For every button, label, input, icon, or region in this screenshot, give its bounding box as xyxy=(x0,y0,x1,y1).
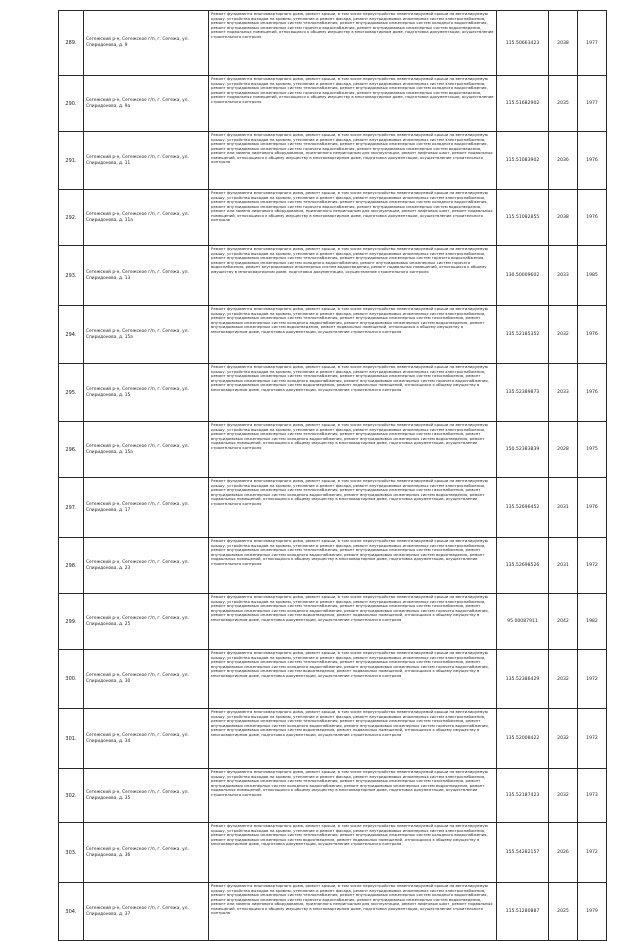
cost-cell: 135.52386429 xyxy=(497,650,549,709)
build-year-cell: 1985 xyxy=(578,246,607,306)
build-year-cell: 1972 xyxy=(578,709,607,769)
address-cell: Сегежский р-н, Сегежское г/п, г. Сегежа, ул. Спиридонова, д. 34 xyxy=(84,709,209,769)
capital-repair-table xyxy=(58,10,607,941)
build-year-cell: 1977 xyxy=(578,76,607,132)
row-number-cell: 296. xyxy=(59,422,84,478)
cost-cell: 135.52187423 xyxy=(497,769,549,823)
row-number-cell: 298. xyxy=(59,538,84,594)
row-number-cell: 297. xyxy=(59,478,84,538)
cost-cell: 115.50663423 xyxy=(497,11,549,76)
table-row xyxy=(59,422,607,478)
cost-cell: 135.52389873 xyxy=(497,364,549,422)
table-row xyxy=(59,306,607,364)
works-list-cell: Ремонт фундамента многоквартирного дома, ремонт крыши, в том числе переустройство невентилируемой крыши на вентилируемую крышу, устройство выходов на кровлю, утепление и ремонт фасада, ремонт внутридомовых инженерных систем электроснабжения, ремонт внутридомовых инженерных систем теплоснабжения, ремонт внутридомовых инженерных систем газоснабжения, ремонт внутридомовых инженерных систем холодного водоснабжения, ремонт внутридомовых инженерных систем водоотведения, ремонт подвальных помещений, относящихся к общему имуществу в многоквартирном доме, подготовка документации, осуществление строительного контроля xyxy=(209,478,497,538)
works-list-cell: Ремонт фундамента многоквартирного дома, ремонт крыши, в том числе переустройство невентилируемой крыши на вентилируемую крышу, устройство выходов на кровлю, утепление и ремонт фасада, ремонт внутридомовых инженерных систем электроснабжения, ремонт внутридомовых инженерных систем теплоснабжения, ремонт внутридомовых инженерных систем газоснабжения, ремонт внутридомовых инженерных систем холодного водоснабжения, ремонт внутридомовых инженерных систем водоотведения, ремонт подвальных помещений, относящихся к общему имуществу в многоквартирном доме, подготовка документации, осуществление строительного контроля xyxy=(209,769,497,823)
address-cell: Сегежский р-н, Сегежское г/п, г. Сегежа, ул. Спиридонова, д. 35 xyxy=(84,769,209,823)
address-cell: Сегежский р-н, Сегежское г/п, г. Сегежа, ул. Спиридонова, д. 36 xyxy=(84,823,209,883)
build-year-cell: 1979 xyxy=(578,883,607,941)
cost-cell: 115.51280887 xyxy=(497,883,549,941)
works-list-cell: Ремонт фундамента многоквартирного дома, ремонт крыши, в том числе переустройство невентилируемой крыши на вентилируемую крышу, устройство выходов на кровлю, утепление и ремонт фасада, ремонт внутридомовых инженерных систем электроснабжения, ремонт внутридомовых инженерных систем теплоснабжения, ремонт внутридомовых инженерных систем холодного водоснабжения, ремонт внутридомовых инженерных систем водоотведения, ремонт подвальных помещений, относящихся к общему имуществу в многоквартирном доме, подготовка документации, осуществление строительного контроля xyxy=(209,823,497,883)
table-row xyxy=(59,538,607,594)
planned-year-cell: 2031 xyxy=(549,478,578,538)
cost-cell: 150.52383839 xyxy=(497,422,549,478)
cost-cell: 155.54282157 xyxy=(497,823,549,883)
build-year-cell: 1972 xyxy=(578,823,607,883)
planned-year-cell: 2031 xyxy=(549,538,578,594)
planned-year-cell: 2036 xyxy=(549,132,578,190)
table-row xyxy=(59,478,607,538)
row-number-cell: 294. xyxy=(59,306,84,364)
document-page xyxy=(58,10,606,941)
works-list-cell: Ремонт фундамента многоквартирного дома, ремонт крыши, в том числе переустройство невентилируемой крыши на вентилируемую крышу, устройство выходов на кровлю, утепление и ремонт фасада, ремонт внутридомовых инженерных систем электроснабжения, ремонт внутридомовых инженерных систем теплоснабжения, ремонт внутридомовых инженерных систем холодного водоснабжения, ремонт внутридомовых инженерных систем горячего водоснабжения, ремонт внутридомовых инженерных систем водоотведения, ремонт или замена лифтового оборудования, признанного непригодным для эксплуатации, ремонт лифтовых шахт, ремонт подвальных помещений, относящихся к общему имуществу в многоквартирном доме, подготовка документации, осуществление строительного контроля xyxy=(209,190,497,246)
cost-cell: 135.52696452 xyxy=(497,478,549,538)
planned-year-cell: 2032 xyxy=(549,306,578,364)
planned-year-cell: 2038 xyxy=(549,190,578,246)
planned-year-cell: 2033 xyxy=(549,364,578,422)
row-number-cell: 303. xyxy=(59,823,84,883)
table-body xyxy=(59,11,607,941)
planned-year-cell: 2033 xyxy=(549,246,578,306)
works-list-cell: Ремонт фундамента многоквартирного дома, ремонт крыши, в том числе переустройство невентилируемой крыши на вентилируемую крышу, устройство выходов на кровлю, утепление и ремонт фасада, ремонт внутридомовых инженерных систем электроснабжения, ремонт внутридомовых инженерных систем теплоснабжения, ремонт внутридомовых инженерных систем холодного водоснабжения, ремонт внутридомовых инженерных систем горячего водоснабжения, ремонт внутридомовых инженерных систем водоотведения, ремонт или замена лифтового оборудования, признанного непригодным для эксплуатации, ремонт лифтовых шахт, ремонт подвальных помещений, относящихся к общему имуществу в многоквартирном доме, подготовка документации, осуществление строительного контроля xyxy=(209,132,497,190)
works-list-cell: Ремонт фундамента многоквартирного дома, ремонт крыши, в том числе переустройство невентилируемой крыши на вентилируемую крышу, устройство выходов на кровлю, утепление и ремонт фасада, ремонт внутридомовых инженерных систем электроснабжения, ремонт внутридомовых инженерных систем теплоснабжения, ремонт внутридомовых инженерных систем газоснабжения, ремонт внутридомовых инженерных систем холодного водоснабжения, ремонт внутридомовых инженерных систем водоотведения, ремонт подвальных помещений, относящихся к общему имуществу в многоквартирном доме, подготовка документации, осуществление строительного контроля xyxy=(209,422,497,478)
row-number-cell: 293. xyxy=(59,246,84,306)
table-row xyxy=(59,650,607,709)
planned-year-cell: 2035 xyxy=(549,76,578,132)
row-number-cell: 301. xyxy=(59,709,84,769)
table-row xyxy=(59,823,607,883)
build-year-cell: 1973 xyxy=(578,769,607,823)
address-cell: Сегежский р-н, Сегежское г/п, г. Сегежа, ул. Спиридонова, д. 30 xyxy=(84,650,209,709)
address-cell: Сегежский р-н, Сегежское г/п, г. Сегежа, ул. Спиридонова, д. 23 xyxy=(84,538,209,594)
table-row xyxy=(59,246,607,306)
build-year-cell: 1976 xyxy=(578,190,607,246)
table-row xyxy=(59,190,607,246)
table-row xyxy=(59,769,607,823)
cost-cell: 115.51682902 xyxy=(497,76,549,132)
planned-year-cell: 2026 xyxy=(549,823,578,883)
works-list-cell: Ремонт фундамента многоквартирного дома, ремонт крыши, в том числе переустройство невентилируемой крыши на вентилируемую крышу, устройство выходов на кровлю, утепление и ремонт фасада, ремонт внутридомовых инженерных систем электроснабжения, ремонт внутридомовых инженерных систем теплоснабжения, ремонт внутридомовых инженерных систем горячего водоснабжения, ремонт внутридомовых инженерных систем холодного водоснабжения, ремонт внутридомовых инженерных систем горячего водоснабжения, ремонт внутридомовых инженерных систем водоотведения, ремонт подвальных помещений, относящихся к общему имуществу в многоквартирном доме, подготовка документации, осуществление строительного контроля xyxy=(209,246,497,306)
works-list-cell: Ремонт фундамента многоквартирного дома, ремонт крыши, в том числе переустройство невентилируемой крыши на вентилируемую крышу, устройство выходов на кровлю, утепление и ремонт фасада, ремонт внутридомовых инженерных систем электроснабжения, ремонт внутридомовых инженерных систем теплоснабжения, ремонт внутридомовых инженерных систем холодного водоснабжения, ремонт внутридомовых инженерных систем горячего водоснабжения, ремонт внутридомовых инженерных систем водоотведения, ремонт подвальных помещений, относящихся к общему имуществу в многоквартирном доме, подготовка документации, осуществление строительного контроля xyxy=(209,11,497,76)
build-year-cell: 1976 xyxy=(578,306,607,364)
row-number-cell: 290. xyxy=(59,76,84,132)
planned-year-cell: 2032 xyxy=(549,709,578,769)
build-year-cell: 1975 xyxy=(578,422,607,478)
build-year-cell: 1972 xyxy=(578,538,607,594)
works-list-cell: Ремонт фундамента многоквартирного дома, ремонт крыши, в том числе переустройство невентилируемой крыши на вентилируемую крышу, устройство выходов на кровлю, утепление и ремонт фасада, ремонт внутридомовых инженерных систем электроснабжения, ремонт внутридомовых инженерных систем теплоснабжения, ремонт внутридомовых инженерных систем газоснабжения, ремонт внутридомовых инженерных систем холодного водоснабжения, ремонт внутридомовых инженерных систем горячего водоснабжения, ремонт внутридомовых инженерных систем водоотведения, ремонт подвальных помещений, относящихся к общему имуществу в многоквартирном доме, подготовка документации, осуществление строительного контроля xyxy=(209,594,497,650)
works-list-cell: Ремонт фундамента многоквартирного дома, ремонт крыши, в том числе переустройство невентилируемой крыши на вентилируемую крышу, устройство выходов на кровлю, утепление и ремонт фасада, ремонт внутридомовых инженерных систем электроснабжения, ремонт внутридомовых инженерных систем теплоснабжения, ремонт внутридомовых инженерных систем газоснабжения, ремонт внутридомовых инженерных систем холодного водоснабжения, ремонт внутридомовых инженерных систем горячего водоснабжения, ремонт внутридомовых инженерных систем водоотведения, ремонт подвальных помещений, относящихся к общему имуществу в многоквартирном доме, подготовка документации, осуществление строительного контроля xyxy=(209,650,497,709)
address-cell: Сегежский р-н, Сегежское г/п, г. Сегежа, ул. Спиридонова, д. 17 xyxy=(84,478,209,538)
works-list-cell: Ремонт фундамента многоквартирного дома, ремонт крыши, в том числе переустройство невентилируемой крыши на вентилируемую крышу, устройство выходов на кровлю, утепление и ремонт фасада, ремонт внутридомовых инженерных систем электроснабжения, ремонт внутридомовых инженерных систем теплоснабжения, ремонт внутридомовых инженерных систем холодного водоснабжения, ремонт внутридомовых инженерных систем горячего водоснабжения, ремонт внутридомовых инженерных систем водоотведения, ремонт или замена лифтового оборудования, признанного непригодным для эксплуатации, ремонт лифтовых шахт, ремонт подвальных помещений, относящихся к общему имуществу в многоквартирном доме, подготовка документации, осуществление строительного контроля xyxy=(209,883,497,941)
table-row xyxy=(59,709,607,769)
row-number-cell: 289. xyxy=(59,11,84,76)
row-number-cell: 300. xyxy=(59,650,84,709)
build-year-cell: 1976 xyxy=(578,132,607,190)
row-number-cell: 295. xyxy=(59,364,84,422)
planned-year-cell: 2025 xyxy=(549,883,578,941)
build-year-cell: 1976 xyxy=(578,364,607,422)
table-row xyxy=(59,364,607,422)
cost-cell: 115.51082855 xyxy=(497,190,549,246)
planned-year-cell: 2032 xyxy=(549,650,578,709)
build-year-cell: 1977 xyxy=(578,11,607,76)
table-row xyxy=(59,132,607,190)
cost-cell: 115.51083902 xyxy=(497,132,549,190)
address-cell: Сегежский р-н, Сегежское г/п, г. Сегежа, ул. Спиридонова, д. 9а xyxy=(84,76,209,132)
works-list-cell: Ремонт фундамента многоквартирного дома, ремонт крыши, в том числе переустройство невентилируемой крыши на вентилируемую крышу, устройство выходов на кровлю, утепление и ремонт фасада, ремонт внутридомовых инженерных систем электроснабжения, ремонт внутридомовых инженерных систем теплоснабжения, ремонт внутридомовых инженерных систем газоснабжения, ремонт внутридомовых инженерных систем холодного водоснабжения, ремонт внутридомовых инженерных систем горячего водоснабжения, ремонт внутридомовых инженерных систем водоотведения, ремонт подвальных помещений, относящихся к общему имуществу в многоквартирном доме, подготовка документации, осуществление строительного контроля xyxy=(209,709,497,769)
address-cell: Сегежский р-н, Сегежское г/п, г. Сегежа, ул. Спиридонова, д. 15 xyxy=(84,364,209,422)
works-list-cell: Ремонт фундамента многоквартирного дома, ремонт крыши, в том числе переустройство невентилируемой крыши на вентилируемую крышу, устройство выходов на кровлю, утепление и ремонт фасада, ремонт внутридомовых инженерных систем электроснабжения, ремонт внутридомовых инженерных систем теплоснабжения, ремонт внутридомовых инженерных систем холодного водоснабжения, ремонт внутридомовых инженерных систем горячего водоснабжения, ремонт внутридомовых инженерных систем водоотведения, ремонт подвальных помещений, относящихся к общему имуществу в многоквартирном доме, подготовка документации, осуществление строительного контроля xyxy=(209,76,497,132)
cost-cell: 135.52185352 xyxy=(497,306,549,364)
planned-year-cell: 2028 xyxy=(549,422,578,478)
address-cell: Сегежский р-н, Сегежское г/п, г. Сегежа, ул. Спиридонова, д. 37 xyxy=(84,883,209,941)
row-number-cell: 304. xyxy=(59,883,84,941)
table-row xyxy=(59,883,607,941)
row-number-cell: 299. xyxy=(59,594,84,650)
row-number-cell: 291. xyxy=(59,132,84,190)
cost-cell: 95.00087911 xyxy=(497,594,549,650)
cost-cell: 135.52008422 xyxy=(497,709,549,769)
cost-cell: 130.50009602 xyxy=(497,246,549,306)
works-list-cell: Ремонт фундамента многоквартирного дома, ремонт крыши, в том числе переустройство невентилируемой крыши на вентилируемую крышу, устройство выходов на кровлю, утепление и ремонт фасада, ремонт внутридомовых инженерных систем электроснабжения, ремонт внутридомовых инженерных систем теплоснабжения, ремонт внутридомовых инженерных систем газоснабжения, ремонт внутридомовых инженерных систем холодного водоснабжения, ремонт внутридомовых инженерных систем горячего водоснабжения, ремонт внутридомовых инженерных систем водоотведения, ремонт подвальных помещений, относящихся к общему имуществу в многоквартирном доме, подготовка документации, осуществление строительного контроля xyxy=(209,364,497,422)
build-year-cell: 1976 xyxy=(578,478,607,538)
works-list-cell: Ремонт фундамента многоквартирного дома, ремонт крыши, в том числе переустройство невентилируемой крыши на вентилируемую крышу, устройство выходов на кровлю, утепление и ремонт фасада, ремонт внутридомовых инженерных систем электроснабжения, ремонт внутридомовых инженерных систем теплоснабжения, ремонт внутридомовых инженерных систем газоснабжения, ремонт внутридомовых инженерных систем холодного водоснабжения, ремонт внутридомовых инженерных систем водоотведения, ремонт подвальных помещений, относящихся к общему имуществу в многоквартирном доме, подготовка документации, осуществление строительного контроля xyxy=(209,538,497,594)
address-cell: Сегежский р-н, Сегежское г/п, г. Сегежа, ул. Спиридонова, д. 13 xyxy=(84,246,209,306)
address-cell: Сегежский р-н, Сегежское г/п, г. Сегежа, ул. Спиридонова, д. 15а xyxy=(84,306,209,364)
row-number-cell: 302. xyxy=(59,769,84,823)
planned-year-cell: 2032 xyxy=(549,769,578,823)
address-cell: Сегежский р-н, Сегежское г/п, г. Сегежа, ул. Спиридонова, д. 25 xyxy=(84,594,209,650)
table-row xyxy=(59,11,607,76)
works-list-cell: Ремонт фундамента многоквартирного дома, ремонт крыши, в том числе переустройство невентилируемой крыши на вентилируемую крышу, устройство выходов на кровлю, утепление и ремонт фасада, ремонт внутридомовых инженерных систем электроснабжения, ремонт внутридомовых инженерных систем теплоснабжения, ремонт внутридомовых инженерных систем газоснабжения, ремонт внутридомовых инженерных систем холодного водоснабжения, ремонт внутридомовых инженерных систем водоотведения, ремонт внутридомовых инженерных систем водоотведения, ремонт подвальных помещений, относящихся к общему имуществу в многоквартирном доме, подготовка документации, осуществление строительного контроля xyxy=(209,306,497,364)
address-cell: Сегежский р-н, Сегежское г/п, г. Сегежа, ул. Спиридонова, д. 9 xyxy=(84,11,209,76)
table-row xyxy=(59,594,607,650)
planned-year-cell: 2042 xyxy=(549,594,578,650)
build-year-cell: 1972 xyxy=(578,650,607,709)
row-number-cell: 292. xyxy=(59,190,84,246)
planned-year-cell: 2038 xyxy=(549,11,578,76)
build-year-cell: 1982 xyxy=(578,594,607,650)
address-cell: Сегежский р-н, Сегежское г/п, г. Сегежа, ул. Спиридонова, д. 15а xyxy=(84,422,209,478)
cost-cell: 135.52698526 xyxy=(497,538,549,594)
address-cell: Сегежский р-н, Сегежское г/п, г. Сегежа, ул. Спиридонова, д. 11а xyxy=(84,190,209,246)
table-row xyxy=(59,76,607,132)
address-cell: Сегежский р-н, Сегежское г/п, г. Сегежа, ул. Спиридонова, д. 11 xyxy=(84,132,209,190)
